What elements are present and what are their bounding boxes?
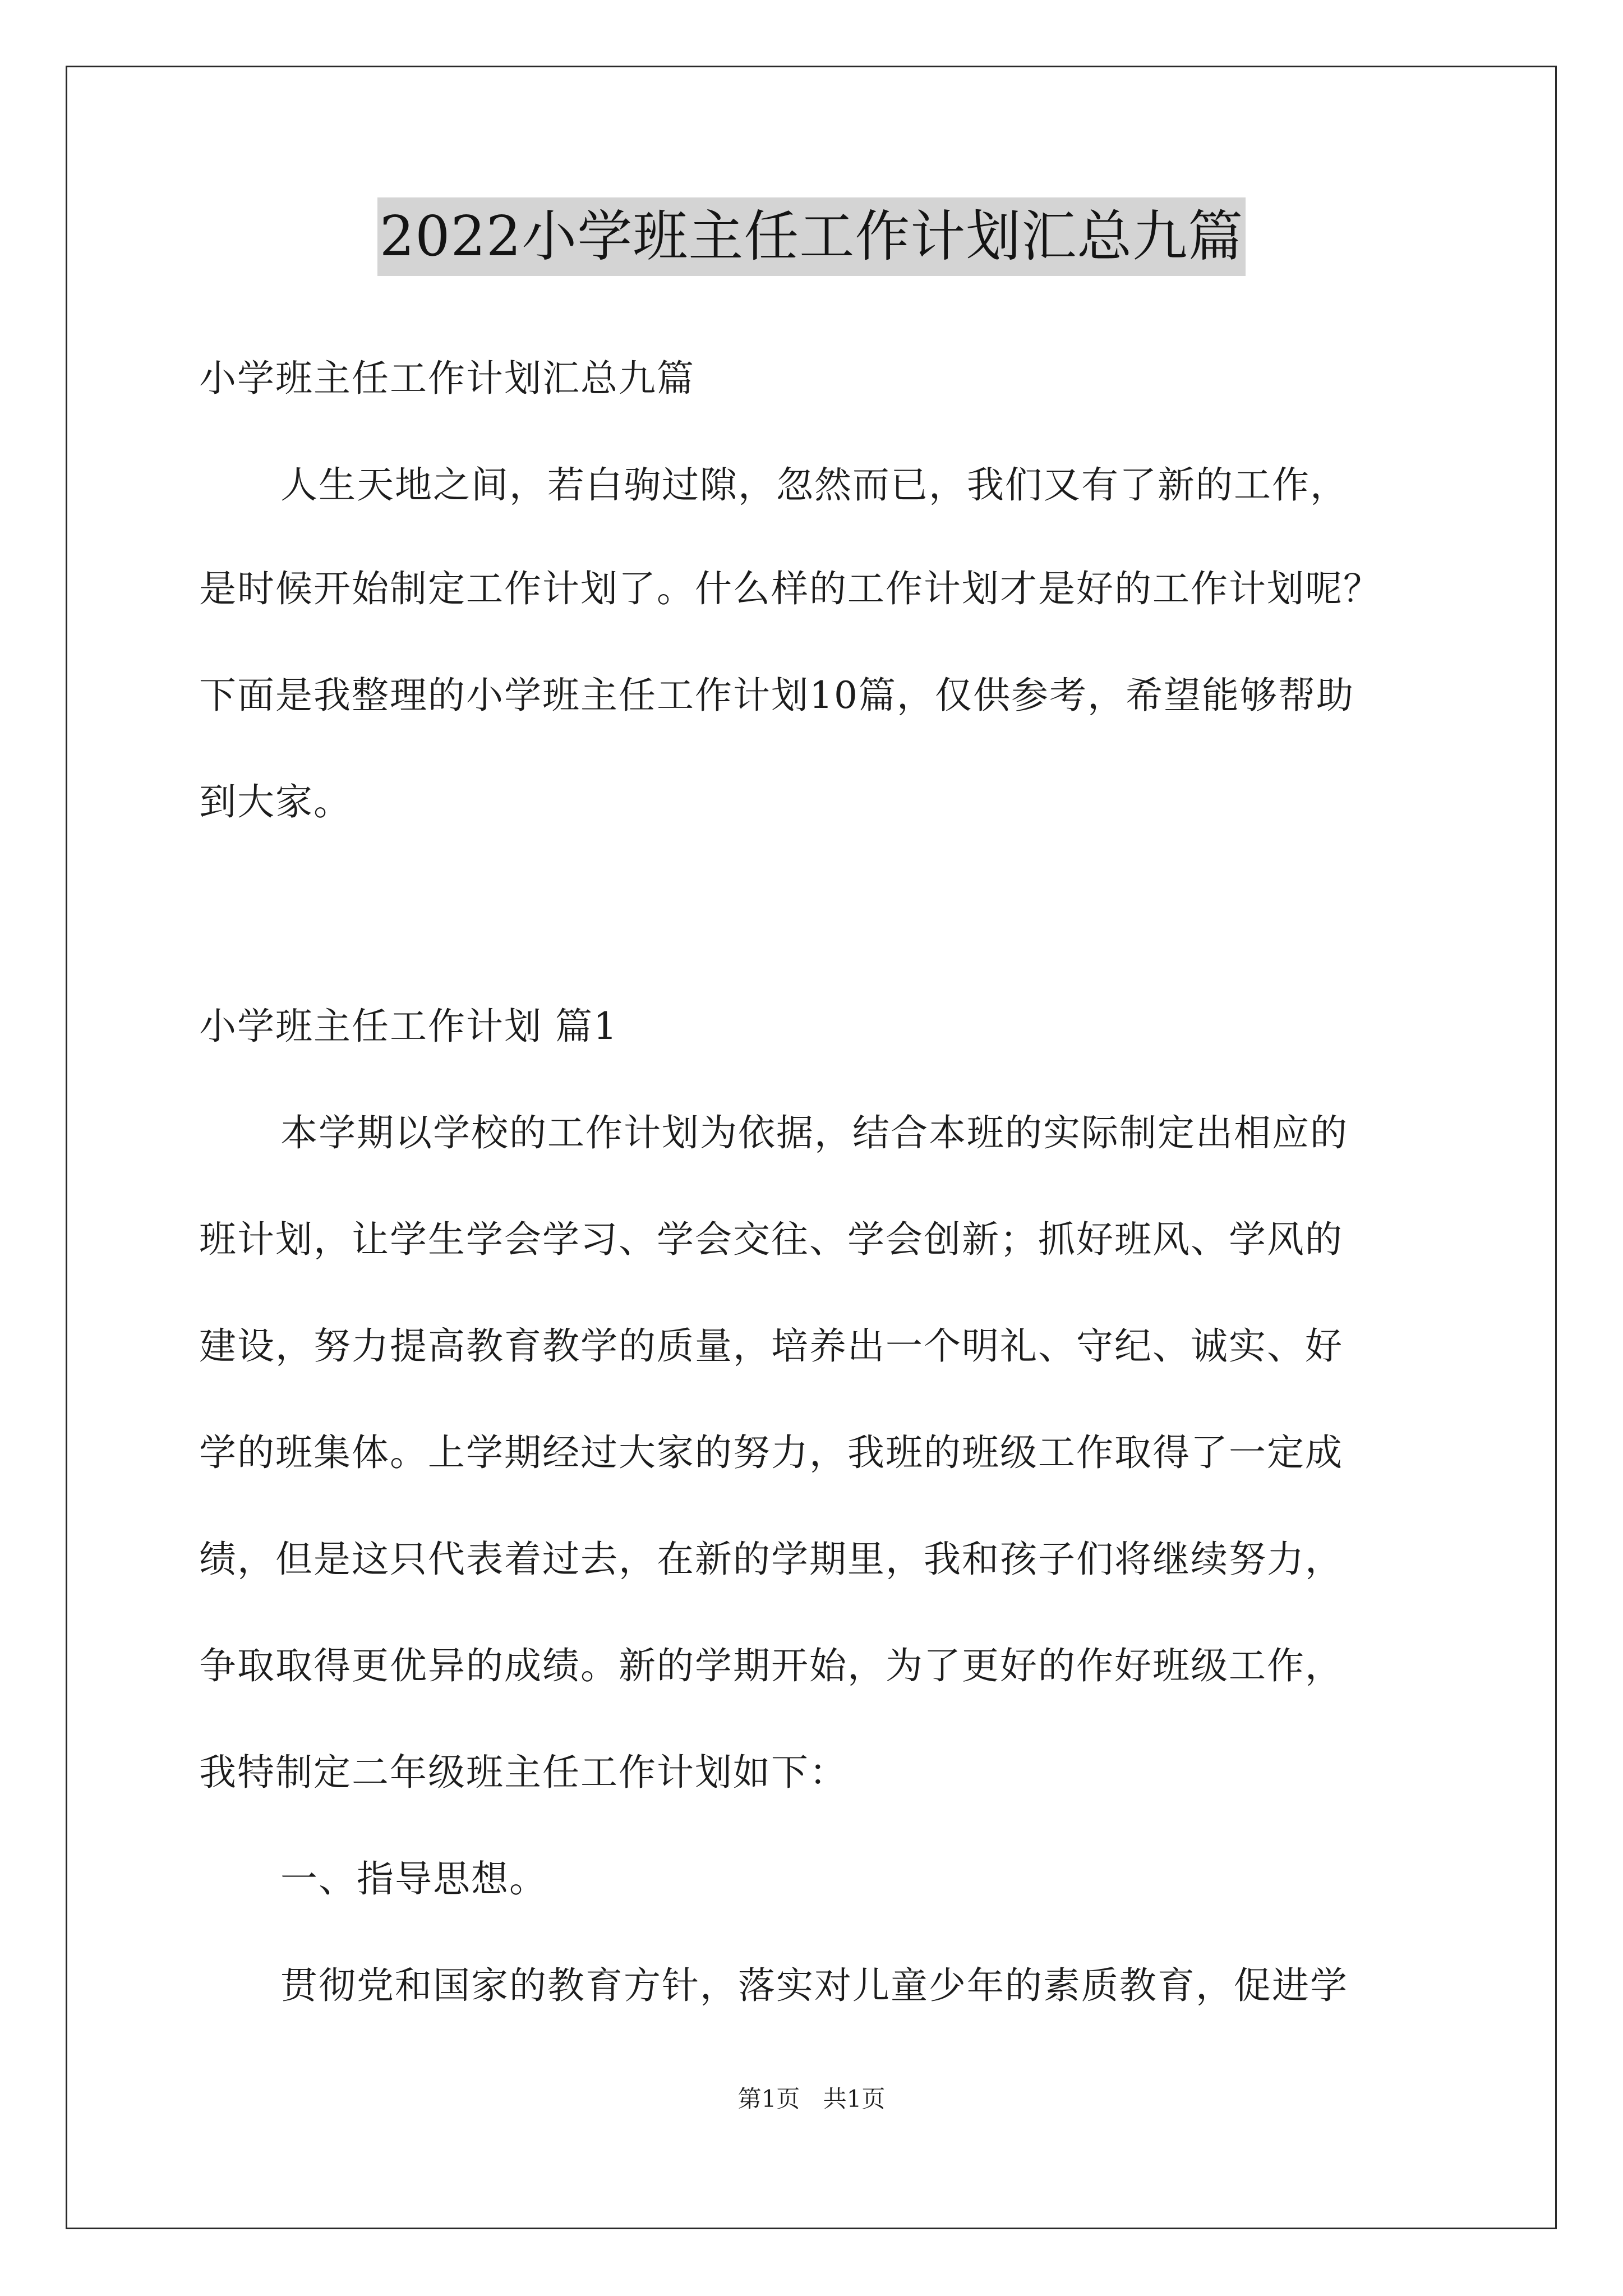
page-total: 共1页 [823, 2085, 886, 2113]
body-line-2: 班计划，让学生学会学习、学会交往、学会创新；抓好班风、学风的 [199, 1218, 1343, 1261]
page-footer [0, 2082, 1623, 2116]
body-line-1: 本学期以学校的工作计划为依据，结合本班的实际制定出相应的 [280, 1111, 1348, 1154]
body-line-5: 绩，但是这只代表着过去，在新的学期里，我和孩子们将继续努力， [199, 1538, 1343, 1581]
section-heading: 小学班主任工作计划 篇1 [199, 1005, 618, 1048]
intro-line-1: 人生天地之间，若白驹过隙，忽然而已，我们又有了新的工作， [280, 463, 1348, 507]
page-number: 第1页 [737, 2085, 800, 2113]
document-subtitle: 小学班主任工作计划汇总九篇 [199, 357, 695, 400]
intro-line-3: 下面是我整理的小学班主任工作计划10篇，仅供参考，希望能够帮助 [199, 674, 1354, 717]
point-body-line: 贯彻党和国家的教育方针，落实对儿童少年的素质教育，促进学 [280, 1964, 1348, 2007]
body-line-3: 建设，努力提高教育教学的质量，培养出一个明礼、守纪、诚实、好 [199, 1324, 1343, 1368]
body-line-4: 学的班集体。上学期经过大家的努力，我班的班级工作取得了一定成 [199, 1431, 1343, 1474]
document-title: 2022小学班主任工作计划汇总九篇 [377, 197, 1246, 276]
point-heading: 一、指导思想。 [280, 1857, 547, 1901]
title-container [0, 197, 1623, 276]
body-line-6: 争取取得更优异的成绩。新的学期开始，为了更好的作好班级工作， [199, 1644, 1343, 1687]
intro-line-2: 是时候开始制定工作计划了。什么样的工作计划才是好的工作计划呢？ [199, 567, 1381, 610]
intro-line-4: 到大家。 [199, 780, 352, 823]
body-line-7: 我特制定二年级班主任工作计划如下： [199, 1751, 847, 1794]
